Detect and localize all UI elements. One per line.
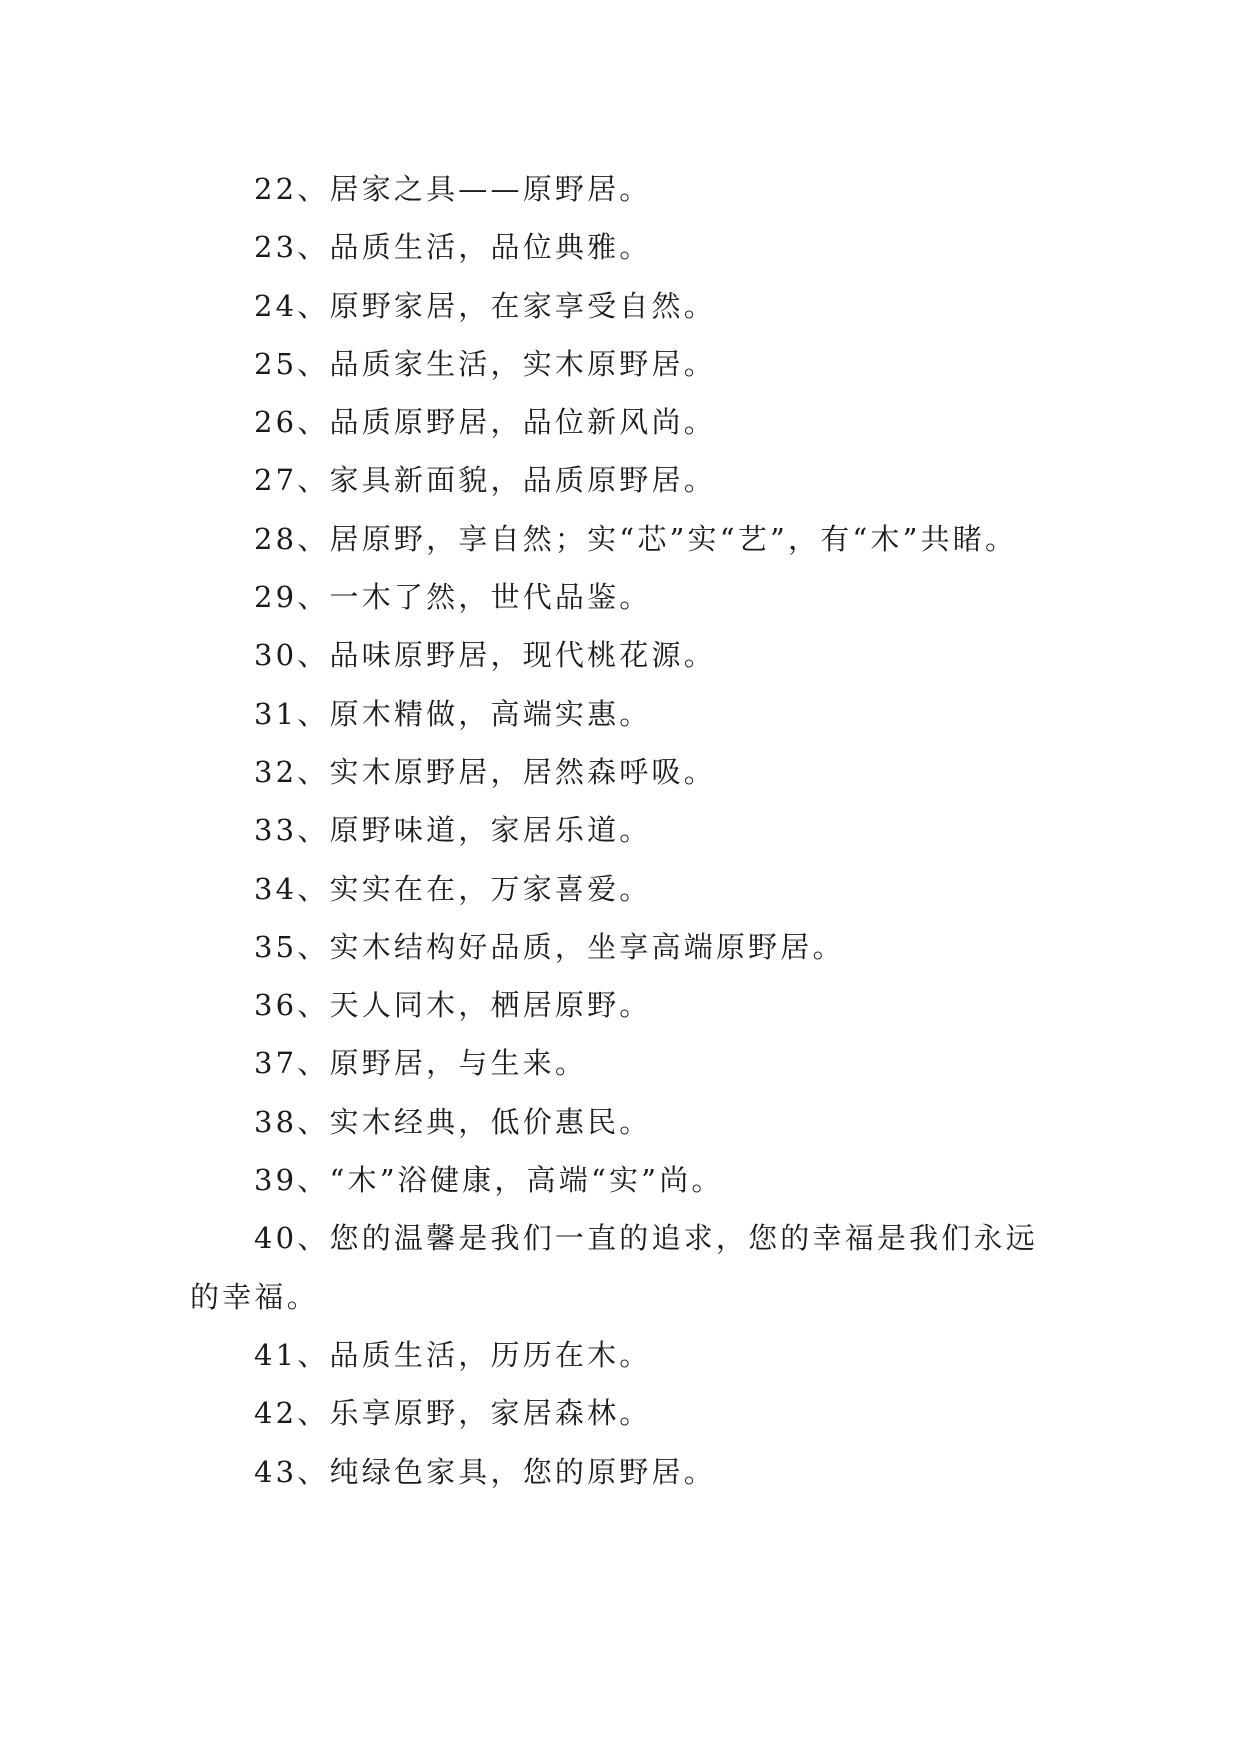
document-body	[190, 160, 1060, 1501]
paragraph-42: 42、乐享原野，家居森林。	[254, 1396, 652, 1431]
paragraph-28: 28、居原野，享自然；实“芯”实“艺”，有“木”共睹。	[254, 521, 1018, 556]
paragraph-29: 29、一木了然，世代品鉴。	[254, 580, 652, 615]
paragraph-36: 36、天人同木，栖居原野。	[254, 988, 652, 1023]
paragraph-34: 34、实实在在，万家喜爱。	[254, 871, 652, 906]
paragraph-32: 32、实木原野居，居然森呼吸。	[254, 754, 716, 789]
paragraph-22: 22、居家之具——原野居。	[254, 172, 652, 206]
paragraph-27: 27、家具新面貌，品质原野居。	[254, 463, 716, 498]
paragraph-35: 35、实木结构好品质，坐享高端原野居。	[254, 929, 845, 964]
paragraph-39: 39、“木”浴健康，高端“实”尚。	[254, 1163, 724, 1198]
paragraph-38: 38、实木经典，低价惠民。	[254, 1104, 652, 1139]
paragraph-33: 33、原野味道，家居乐道。	[254, 813, 652, 848]
paragraph-43: 43、纯绿色家具，您的原野居。	[254, 1454, 716, 1489]
paragraph-40: 40、您的温馨是我们一直的追求，您的幸福是我们永远的幸福。	[190, 1221, 1038, 1314]
paragraph-41: 41、品质生活，历历在木。	[254, 1337, 652, 1372]
paragraph-37: 37、原野居，与生来。	[254, 1046, 588, 1081]
paragraph-30: 30、品味原野居，现代桃花源。	[254, 638, 716, 673]
paragraph-24: 24、原野家居，在家享受自然。	[254, 288, 716, 323]
paragraph-23: 23、品质生活，品位典雅。	[254, 230, 652, 265]
paragraph-26: 26、品质原野居，品位新风尚。	[254, 405, 716, 440]
paragraph-25: 25、品质家生活，实木原野居。	[254, 346, 716, 381]
paragraph-31: 31、原木精做，高端实惠。	[254, 696, 652, 731]
